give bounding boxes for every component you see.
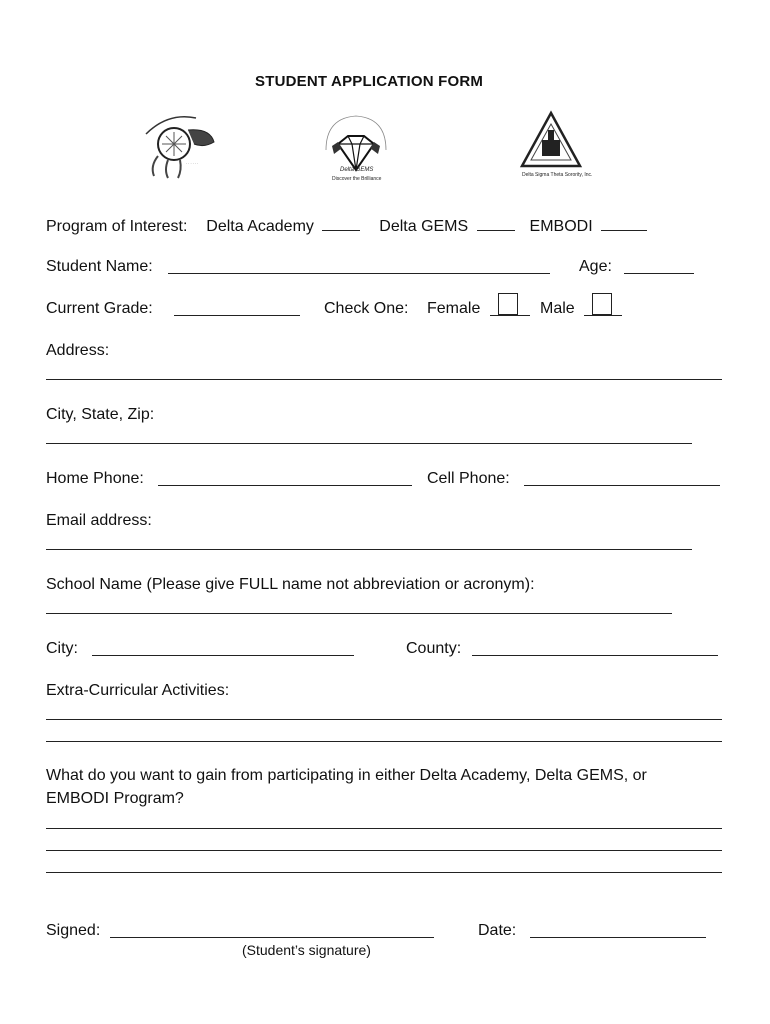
activities-label: Extra-Curricular Activities: — [46, 682, 230, 699]
school-name-label: School Name (Please give FULL name not abbreviation or acronym): — [46, 576, 535, 593]
email-field[interactable] — [46, 549, 692, 550]
home-phone-label: Home Phone: — [46, 470, 144, 487]
city-state-zip-label: City, State, Zip: — [46, 406, 155, 423]
student-name-label: Student Name: — [46, 258, 153, 275]
female-checkbox[interactable] — [498, 293, 518, 315]
female-label: Female — [427, 300, 481, 317]
email-label: Email address: — [46, 512, 152, 529]
male-label: Male — [540, 300, 575, 317]
form-title: STUDENT APPLICATION FORM — [255, 73, 484, 90]
male-checkbox[interactable] — [592, 293, 612, 315]
pyramid-embodi-logo — [518, 110, 593, 180]
signed-label: Signed: — [46, 922, 101, 939]
activities-field-2[interactable] — [46, 741, 722, 742]
date-label: Date: — [478, 922, 517, 939]
female-underline — [490, 315, 530, 316]
question-answer-field-3[interactable] — [46, 872, 722, 873]
program-delta-gems: Delta GEMS — [379, 218, 469, 235]
program-embodi-blank[interactable] — [601, 216, 647, 231]
home-phone-field[interactable] — [158, 485, 412, 486]
address-label: Address: — [46, 342, 110, 359]
program-delta-gems-blank[interactable] — [477, 216, 515, 231]
date-field[interactable] — [530, 937, 706, 938]
question-line-1: What do you want to gain from participating in either Delta Academy, Delta GEMS, or — [46, 767, 647, 784]
activities-field-1[interactable] — [46, 719, 722, 720]
cell-phone-label: Cell Phone: — [427, 470, 510, 487]
student-name-field[interactable] — [168, 273, 550, 274]
svg-text:. . . . . .: . . . . . . — [186, 160, 199, 165]
logo-text-bottom: Discover the Brilliance — [332, 176, 382, 182]
question-answer-field-2[interactable] — [46, 850, 722, 851]
cell-phone-field[interactable] — [524, 485, 720, 486]
city-field[interactable] — [92, 655, 354, 656]
dreamcatcher-logo — [138, 108, 222, 180]
signature-field[interactable] — [110, 937, 434, 938]
address-field[interactable] — [46, 379, 722, 380]
county-label: County: — [406, 640, 462, 657]
logo-text-mid: Delta GEMS — [340, 167, 374, 173]
check-one-label: Check One: — [324, 300, 409, 317]
diamond-gems-logo — [318, 110, 394, 188]
program-label: Program of Interest: — [46, 218, 188, 235]
question-line-2: EMBODI Program? — [46, 790, 184, 807]
city-state-zip-field[interactable] — [46, 443, 692, 444]
program-delta-academy: Delta Academy — [206, 218, 314, 235]
age-field[interactable] — [624, 273, 694, 274]
current-grade-label: Current Grade: — [46, 300, 153, 317]
program-row — [46, 216, 647, 236]
male-underline — [584, 315, 622, 316]
county-field[interactable] — [472, 655, 718, 656]
program-embodi: EMBODI — [529, 218, 593, 235]
question-answer-field-1[interactable] — [46, 828, 722, 829]
current-grade-field[interactable] — [174, 315, 300, 316]
school-name-field[interactable] — [46, 613, 672, 614]
age-label: Age: — [579, 258, 612, 275]
logo-caption: Delta Sigma Theta Sorority, Inc. — [522, 172, 593, 178]
signature-caption: (Student’s signature) — [242, 942, 371, 958]
program-delta-academy-blank[interactable] — [322, 216, 360, 231]
city-label: City: — [46, 640, 78, 657]
